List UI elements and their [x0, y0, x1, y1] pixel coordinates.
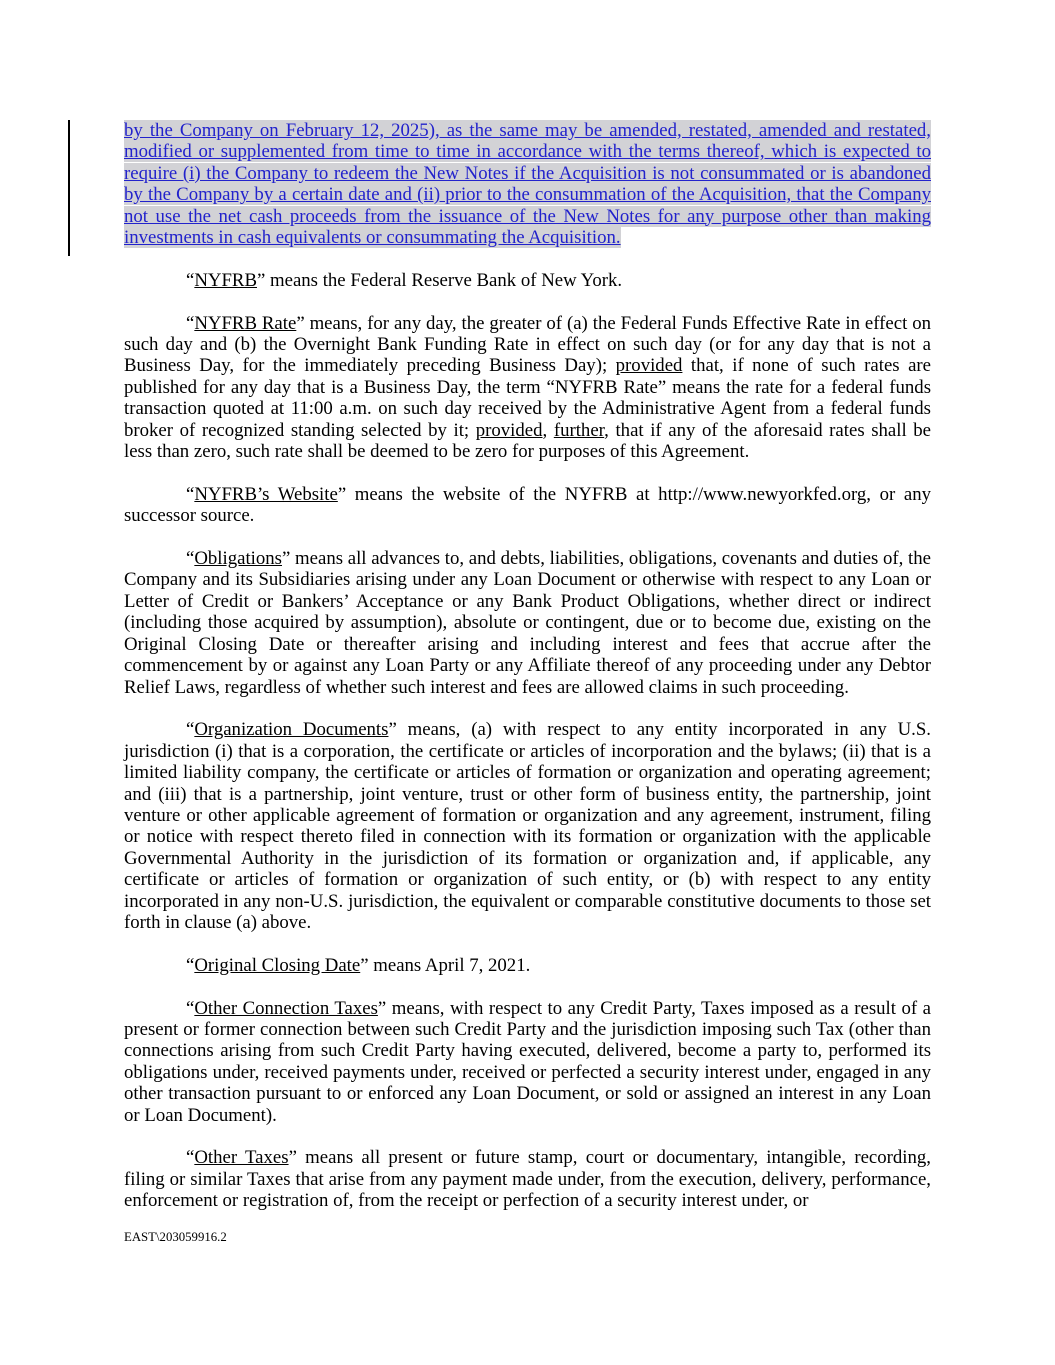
text-run: ” means, with respect to any Credit Party, Taxes imposed as a result of a present or former connection between such Credit Party and the jurisdiction imposing such Tax (other than connections arising from such Credit Party having executed, delivered, become a party to, performed its obligations under, received payments under, received or perfected a security interest under, engaged in any other transaction pursuant to or enforced any Loan Document, or sold or assigned an interest in any Loan or Loan Document). — [124, 997, 931, 1126]
text-run: ” means all present or future stamp, court or documentary, intangible, recording, filing or similar Taxes that arise from any payment made under, from the execution, delivery, performance, enforcement or registration of, from the receipt or perfection of a security interest under, or — [124, 1147, 931, 1212]
definition-paragraph — [124, 998, 931, 1126]
defined-term: NYFRB’s Website — [194, 483, 338, 505]
text-run: “ — [186, 483, 195, 505]
definition-paragraph — [124, 955, 931, 976]
definition-paragraph — [124, 270, 931, 291]
emphasis-underline: provided — [475, 419, 543, 441]
text-run: ” means, for any day, the greater of (a) the Federal Funds Effective Rate in effect on such day and (b) the Overnight Bank Funding Rate in effect on such day (or for any day that is not a Business Day, for the immediately preceding Business Day); — [124, 312, 931, 377]
text-run: ” means all advances to, and debts, liabilities, obligations, covenants and duties of, the Company and its Subsidiaries arising under any Loan Document or otherwise with respect to any Loan or Letter of Credit or Bankers’ Acceptance or any Bank Product Obligations, whether direct or indirect (including those acquired by assumption), absolute or contingent, due or to become due, existing on the Original Closing Date or thereafter arising and including interest and fees that accrue after the commencement by or against any Loan Party or any Affiliate thereof of any proceeding under any Debtor Relief Laws, regardless of whether such interest and fees are allowed claims in such proceeding. — [124, 548, 931, 698]
text-run: “ — [186, 1147, 195, 1169]
emphasis-underline: provided — [615, 355, 683, 377]
definition-paragraph — [124, 548, 931, 698]
revision-change-bar — [68, 120, 70, 256]
definition-paragraph — [124, 484, 931, 527]
text-run: ” means the website of the NYFRB at http://www.newyorkfed.org, or any successor source. — [124, 483, 931, 527]
defined-term: NYFRB — [194, 269, 257, 291]
emphasis-underline: further — [553, 419, 605, 441]
text-run: ” means the Federal Reserve Bank of New York. — [256, 269, 623, 291]
definition-paragraph — [124, 719, 931, 933]
defined-term: Other Taxes — [194, 1147, 289, 1169]
defined-term: Organization Documents — [194, 719, 389, 741]
defined-term: Obligations — [194, 548, 282, 570]
inserted-paragraph — [124, 120, 931, 248]
footer-doc-id: EAST\203059916.2 — [124, 1230, 227, 1244]
text-run: ” means April 7, 2021. — [360, 954, 531, 976]
text-run: that, if none of such rates are published for any day that is a Business Day, the term “NYFRB Rate” means the rate for a federal funds transaction quoted at 11:00 a.m. on such day received by the Administrative Agent from a federal funds broker of recognized standing selected by it; — [124, 355, 932, 441]
text-run: “ — [186, 312, 195, 334]
text-run: , — [542, 419, 554, 441]
text-run: “ — [186, 997, 195, 1019]
inserted-highlighted-text: by the Company on February 12, 2025), as the same may be amended, restated, amended and restated, modified or supplemented from time to time in accordance with the terms thereof, which is expected to require (i) the Company to redeem the New Notes if the Acquisition is not consummated or is abandoned by the Company by a certain date and (ii) prior to the consummation of the Acquisition, that the Company not use the net cash proceeds from the issuance of the New Notes for any purpose other than making investments in cash equivalents or consummating the Acquisition. — [124, 120, 931, 249]
defined-term: Original Closing Date — [194, 954, 361, 976]
document-body — [124, 120, 931, 1233]
text-run: “ — [186, 719, 195, 741]
defined-term: NYFRB Rate — [194, 312, 297, 334]
text-run: “ — [186, 269, 195, 291]
text-run: “ — [186, 548, 195, 570]
text-run: , that if any of the aforesaid rates shall be less than zero, such rate shall be deemed to be zero for purposes of this Agreement. — [124, 419, 932, 463]
text-run: “ — [186, 954, 195, 976]
definition-paragraph — [124, 1147, 931, 1211]
definition-paragraph — [124, 313, 931, 463]
text-run: ” means, (a) with respect to any entity incorporated in any U.S. jurisdiction (i) that is a corporation, the certificate or articles of incorporation and the bylaws; (ii) that is a limited liability company, the certificate or articles of formation or organization and operating agreement; and (iii) that is a partnership, joint venture, trust or other form of business entity, the partnership, joint venture or other applicable agreement of formation or organization and any agreement, instrument, filing or notice with respect thereto filed in connection with its formation or organization with the applicable Governmental Authority in the jurisdiction of its formation or organization and, if applicable, any certificate or articles of formation or organization of such entity, or (b) with respect to any entity incorporated in any non-U.S. jurisdiction, the equivalent or comparable constitutive documents to those set forth in clause (a) above. — [124, 719, 931, 933]
defined-term: Other Connection Taxes — [194, 997, 378, 1019]
